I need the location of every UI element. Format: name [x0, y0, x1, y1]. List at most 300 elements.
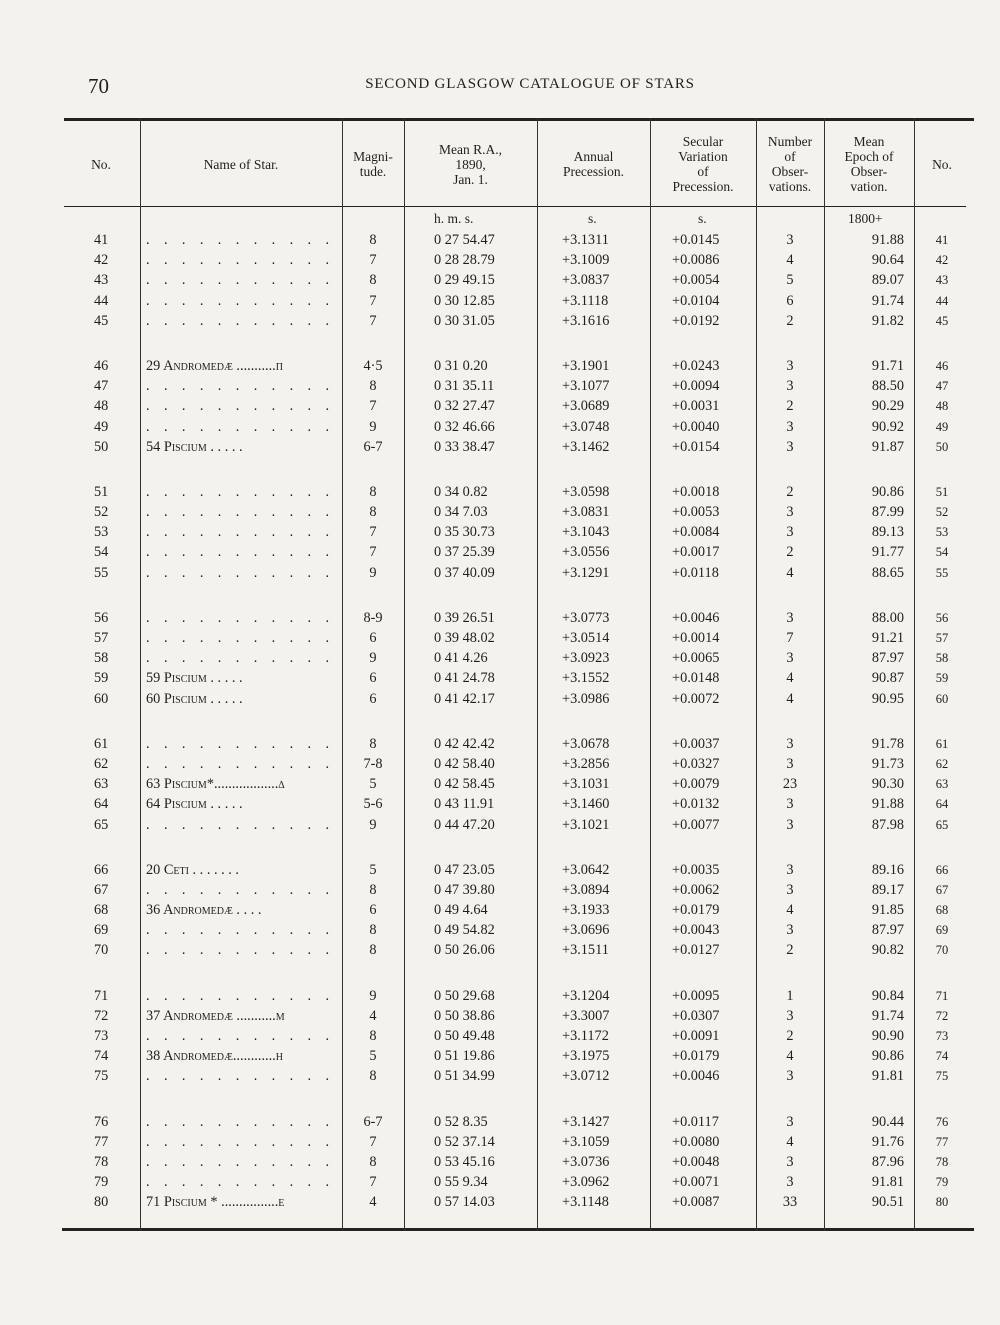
annual-precession: +3.2856 [562, 755, 610, 772]
secular-variation: +0.0179 [672, 1048, 720, 1065]
annual-precession: +3.0696 [562, 922, 610, 939]
star-name: . . . . . . . . . . . [146, 1174, 335, 1191]
star-name: . . . . . . . . . . . [146, 312, 335, 329]
magnitude: 7 [369, 398, 377, 415]
star-number: 46 [94, 357, 109, 374]
mean-epoch: 90.44 [871, 1113, 904, 1130]
header-magnitude: Magni- tude. [353, 149, 393, 179]
secular-variation: +0.0046 [672, 1068, 720, 1085]
star-number: 66 [94, 861, 109, 878]
mean-ra: 0 30 12.85 [434, 292, 495, 309]
number-observations: 4 [786, 1048, 794, 1065]
number-observations: 3 [786, 735, 794, 752]
number-observations: 3 [786, 881, 794, 898]
secular-variation: +0.0065 [672, 650, 720, 667]
number-observations: 4 [786, 690, 794, 707]
secular-variation: +0.0095 [672, 987, 720, 1004]
star-number: 80 [94, 1194, 109, 1211]
magnitude: 8 [369, 1028, 377, 1044]
mean-ra: 0 34 7.03 [434, 504, 488, 521]
annual-precession: +3.0962 [562, 1174, 610, 1191]
magnitude: 7 [369, 1174, 377, 1191]
table-row [62, 1026, 974, 1046]
magnitude: 6 [369, 902, 377, 919]
page-number: 70 [88, 74, 109, 98]
magnitude: 9 [369, 987, 377, 1004]
secular-variation: +0.0018 [672, 483, 720, 500]
magnitude: 9 [369, 564, 377, 581]
table-row [62, 230, 974, 250]
secular-variation: +0.0117 [672, 1113, 719, 1130]
star-catalogue-table [62, 118, 974, 1231]
annual-precession: +3.1148 [562, 1194, 609, 1211]
star-number: 63 [94, 776, 109, 793]
table-row [62, 417, 974, 437]
unit-secular: s. [698, 211, 707, 226]
header-mean-ra: Mean R.A., 1890, Jan. 1. [439, 141, 502, 187]
secular-variation: +0.0043 [672, 922, 720, 939]
number-observations: 3 [786, 650, 794, 667]
mean-epoch: 89.16 [871, 861, 904, 878]
number-observations: 3 [786, 1153, 794, 1170]
star-number: 76 [94, 1113, 109, 1130]
annual-precession: +3.1616 [562, 312, 610, 329]
star-number: 48 [94, 398, 109, 415]
annual-precession: +3.0923 [562, 650, 610, 667]
header-number-observations: Number of Obser- vations. [767, 134, 813, 194]
magnitude: 4 [369, 1194, 377, 1211]
star-name: 59 Piscium . . . . . [146, 670, 243, 687]
star-number-right: 67 [935, 882, 949, 897]
star-name: 36 Andromedæ . . . . [146, 902, 262, 919]
number-observations: 3 [786, 755, 794, 772]
mean-epoch: 88.65 [871, 564, 904, 581]
secular-variation: +0.0148 [672, 670, 720, 687]
number-observations: 3 [786, 378, 794, 395]
table-row [62, 1112, 974, 1132]
star-name: . . . . . . . . . . . [146, 816, 335, 833]
mean-ra: 0 52 8.35 [434, 1113, 488, 1130]
number-observations: 3 [786, 1007, 794, 1024]
star-number-right: 79 [935, 1175, 949, 1190]
star-name: 60 Piscium . . . . . [146, 690, 243, 707]
magnitude: 8-9 [363, 609, 383, 626]
number-observations: 3 [786, 609, 794, 626]
magnitude: 7 [369, 1133, 377, 1150]
mean-ra: 0 42 58.45 [434, 776, 495, 793]
mean-ra: 0 37 40.09 [434, 564, 495, 581]
mean-epoch: 91.71 [871, 357, 904, 374]
star-number-right: 68 [935, 903, 949, 918]
star-name: . . . . . . . . . . . [146, 922, 335, 939]
star-number-right: 47 [935, 379, 949, 394]
table-row [62, 986, 974, 1006]
annual-precession: +3.1511 [562, 942, 609, 959]
table-row [62, 502, 974, 522]
table-top-rule [64, 118, 974, 121]
mean-ra: 0 42 42.42 [434, 735, 495, 752]
mean-epoch: 90.86 [871, 1048, 904, 1065]
star-number: 64 [94, 796, 109, 813]
number-observations: 3 [786, 1174, 794, 1191]
magnitude: 9 [369, 418, 377, 435]
table-row [62, 794, 974, 814]
table-row [62, 396, 974, 416]
annual-precession: +3.0678 [562, 735, 610, 752]
mean-epoch: 90.86 [871, 483, 904, 500]
annual-precession: +3.1009 [562, 252, 610, 269]
star-name: 64 Piscium . . . . . [146, 796, 243, 813]
star-number-right: 46 [935, 358, 949, 373]
star-number: 65 [94, 816, 109, 833]
number-observations: 2 [786, 544, 794, 561]
number-observations: 3 [786, 1068, 794, 1085]
table-row [62, 815, 974, 835]
annual-precession: +3.0642 [562, 861, 610, 878]
mean-epoch: 90.87 [871, 670, 904, 687]
star-name: 38 Andromedæ............η [146, 1048, 283, 1065]
mean-epoch: 89.17 [871, 881, 904, 898]
star-number: 75 [94, 1068, 109, 1085]
star-number-right: 53 [935, 525, 949, 540]
star-name: 37 Andromedæ ...........μ [146, 1007, 285, 1024]
mean-ra: 0 53 45.16 [434, 1153, 495, 1170]
star-name: . . . . . . . . . . . [146, 1068, 335, 1085]
mean-epoch: 91.82 [871, 312, 904, 329]
table-row [62, 1152, 974, 1172]
star-number: 71 [94, 987, 109, 1004]
magnitude: 6-7 [363, 438, 383, 455]
magnitude: 8 [369, 232, 377, 248]
star-name: . . . . . . . . . . . [146, 483, 335, 500]
annual-precession: +3.0689 [562, 398, 610, 415]
magnitude: 7 [369, 292, 377, 309]
star-number-right: 65 [935, 817, 949, 832]
annual-precession: +3.1311 [562, 232, 609, 248]
star-name: . . . . . . . . . . . [146, 564, 335, 581]
star-number-right: 59 [935, 671, 949, 686]
secular-variation: +0.0048 [672, 1153, 720, 1170]
annual-precession: +3.1118 [562, 292, 609, 309]
magnitude: 7 [369, 544, 377, 561]
annual-precession: +3.0831 [562, 504, 610, 521]
mean-epoch: 91.21 [871, 630, 904, 646]
star-name: . . . . . . . . . . . [146, 544, 335, 561]
mean-ra: 0 47 39.80 [434, 881, 495, 898]
star-number-right: 50 [935, 439, 949, 454]
star-number: 58 [94, 650, 109, 667]
secular-variation: +0.0307 [672, 1007, 720, 1024]
mean-epoch: 91.77 [871, 544, 904, 561]
mean-epoch: 87.96 [871, 1153, 904, 1170]
star-name: . . . . . . . . . . . [146, 1133, 335, 1150]
star-name: . . . . . . . . . . . [146, 630, 335, 646]
annual-precession: +3.0748 [562, 418, 610, 435]
table-row [62, 356, 974, 376]
secular-variation: +0.0327 [672, 755, 720, 772]
secular-variation: +0.0037 [672, 735, 720, 752]
magnitude: 9 [369, 816, 377, 833]
annual-precession: +3.1975 [562, 1048, 610, 1065]
star-name: . . . . . . . . . . . [146, 735, 335, 752]
mean-ra: 0 31 35.11 [434, 378, 495, 395]
star-number-right: 64 [935, 797, 949, 812]
annual-precession: +3.1172 [562, 1028, 609, 1044]
table-row [62, 734, 974, 754]
star-name: 71 Piscium * ................ε [146, 1194, 285, 1211]
annual-precession: +3.1460 [562, 796, 610, 813]
star-number-right: 43 [935, 273, 949, 288]
star-number: 56 [94, 609, 109, 626]
table-row [62, 1046, 974, 1066]
star-number: 50 [94, 438, 109, 455]
number-observations: 3 [786, 438, 794, 455]
magnitude: 8 [369, 272, 377, 289]
magnitude: 5 [369, 776, 377, 793]
star-number: 52 [94, 504, 109, 521]
table-row [62, 270, 974, 290]
number-observations: 2 [786, 942, 794, 959]
secular-variation: +0.0080 [672, 1133, 720, 1150]
star-name: . . . . . . . . . . . [146, 609, 335, 626]
mean-ra: 0 35 30.73 [434, 524, 495, 541]
secular-variation: +0.0104 [672, 292, 720, 309]
star-number-right: 56 [935, 610, 949, 625]
star-number-right: 49 [935, 419, 949, 434]
star-name: . . . . . . . . . . . [146, 398, 335, 415]
mean-ra: 0 42 58.40 [434, 755, 495, 772]
mean-ra: 0 43 11.91 [434, 796, 495, 813]
magnitude: 6 [369, 690, 377, 707]
mean-epoch: 90.51 [871, 1194, 904, 1211]
star-number: 43 [94, 272, 109, 289]
mean-epoch: 91.78 [871, 735, 904, 752]
magnitude: 8 [369, 504, 377, 521]
number-observations: 7 [786, 630, 794, 646]
mean-ra: 0 34 0.82 [434, 483, 488, 500]
star-number: 72 [94, 1007, 109, 1024]
secular-variation: +0.0087 [672, 1194, 720, 1211]
mean-epoch: 90.95 [871, 690, 904, 707]
number-observations: 3 [786, 524, 794, 541]
star-number-right: 78 [935, 1154, 949, 1169]
annual-precession: +3.1077 [562, 378, 610, 395]
mean-ra: 0 41 4.26 [434, 650, 488, 667]
table-row [62, 311, 974, 331]
annual-precession: +3.0712 [562, 1068, 610, 1085]
star-number: 47 [94, 378, 109, 395]
header-name: Name of Star. [203, 156, 279, 172]
mean-ra: 0 31 0.20 [434, 357, 488, 374]
header-mean-epoch: Mean Epoch of Obser- vation. [844, 134, 894, 194]
magnitude: 9 [369, 650, 377, 667]
star-number-right: 54 [935, 545, 949, 560]
annual-precession: +3.0736 [562, 1153, 610, 1170]
magnitude: 5-6 [363, 796, 383, 813]
header-no: No. [91, 156, 111, 172]
star-number-right: 73 [935, 1029, 949, 1043]
star-number-right: 51 [935, 484, 949, 499]
table-row [62, 940, 974, 960]
number-observations: 4 [786, 670, 794, 687]
magnitude: 7 [369, 524, 377, 541]
number-observations: 3 [786, 232, 794, 248]
star-number: 53 [94, 524, 109, 541]
table-row [62, 1172, 974, 1192]
star-number: 54 [94, 544, 109, 561]
secular-variation: +0.0062 [672, 881, 720, 898]
magnitude: 4·5 [363, 357, 383, 374]
star-name: . . . . . . . . . . . [146, 942, 335, 959]
star-number-right: 63 [935, 777, 949, 792]
annual-precession: +3.1933 [562, 902, 610, 919]
unit-ra: h. m. s. [434, 211, 474, 226]
star-name: . . . . . . . . . . . [146, 252, 335, 269]
magnitude: 8 [369, 483, 377, 500]
mean-epoch: 89.07 [871, 272, 904, 289]
table-row [62, 608, 974, 628]
mean-ra: 0 37 25.39 [434, 544, 495, 561]
number-observations: 23 [782, 776, 798, 793]
mean-ra: 0 41 24.78 [434, 670, 495, 687]
star-number-right: 69 [935, 923, 949, 938]
magnitude: 5 [369, 1048, 377, 1065]
star-number: 68 [94, 902, 109, 919]
magnitude: 5 [369, 861, 377, 878]
secular-variation: +0.0084 [672, 524, 720, 541]
star-name: . . . . . . . . . . . [146, 272, 335, 289]
mean-epoch: 91.74 [871, 1007, 904, 1024]
secular-variation: +0.0046 [672, 609, 720, 626]
star-name: . . . . . . . . . . . [146, 650, 335, 667]
secular-variation: +0.0072 [672, 690, 720, 707]
number-observations: 3 [786, 504, 794, 521]
header-secular-variation: Secular Variation of Precession. [672, 134, 734, 194]
annual-precession: +3.0773 [562, 609, 610, 626]
mean-epoch: 88.00 [871, 609, 904, 626]
annual-precession: +3.1043 [562, 524, 610, 541]
star-name: . . . . . . . . . . . [146, 881, 335, 898]
table-row [62, 1066, 974, 1086]
mean-epoch: 91.74 [871, 292, 904, 309]
magnitude: 7 [369, 252, 377, 269]
secular-variation: +0.0132 [672, 796, 720, 813]
units-row [62, 208, 974, 230]
number-observations: 3 [786, 1113, 794, 1130]
table-row [62, 437, 974, 457]
mean-epoch: 91.81 [871, 1068, 904, 1085]
star-number-right: 45 [935, 313, 949, 328]
secular-variation: +0.0118 [672, 564, 719, 581]
table-body [62, 230, 974, 1213]
mean-epoch: 91.88 [871, 796, 904, 813]
secular-variation: +0.0053 [672, 504, 720, 521]
mean-epoch: 90.30 [871, 776, 904, 793]
star-number-right: 80 [935, 1195, 949, 1210]
star-number: 42 [94, 252, 109, 269]
number-observations: 3 [786, 418, 794, 435]
number-observations: 3 [786, 922, 794, 939]
mean-epoch: 87.99 [871, 504, 904, 521]
star-number-right: 66 [935, 862, 949, 877]
number-observations: 2 [786, 312, 794, 329]
star-number: 78 [94, 1153, 109, 1170]
star-number: 49 [94, 418, 109, 435]
number-observations: 6 [786, 292, 794, 309]
mean-epoch: 91.76 [871, 1133, 904, 1150]
number-observations: 2 [786, 1028, 794, 1044]
number-observations: 33 [782, 1194, 798, 1211]
magnitude: 7 [369, 312, 377, 329]
star-number-right: 62 [935, 756, 949, 771]
star-name: 20 Ceti . . . . . . . [146, 861, 239, 878]
table-row [62, 880, 974, 900]
star-number-right: 71 [935, 988, 949, 1003]
running-head: SECOND GLASGOW CATALOGUE OF STARS [365, 76, 695, 92]
header-no-right: No. [932, 156, 952, 172]
mean-ra: 0 44 47.20 [434, 816, 495, 833]
star-name: . . . . . . . . . . . [146, 1028, 335, 1044]
secular-variation: +0.0086 [672, 252, 720, 269]
star-name: . . . . . . . . . . . [146, 504, 335, 521]
table-bottom-rule [62, 1228, 974, 1231]
magnitude: 8 [369, 881, 377, 898]
mean-epoch: 91.87 [871, 438, 904, 455]
star-number: 44 [94, 292, 109, 309]
secular-variation: +0.0017 [672, 544, 720, 561]
star-name: . . . . . . . . . . . [146, 524, 335, 541]
mean-epoch: 87.97 [871, 650, 904, 667]
table-row [62, 774, 974, 794]
magnitude: 8 [369, 922, 377, 939]
mean-epoch: 90.84 [871, 987, 904, 1004]
annual-precession: +3.0894 [562, 881, 610, 898]
annual-precession: +3.1462 [562, 438, 610, 455]
mean-ra: 0 51 19.86 [434, 1048, 495, 1065]
table-row [62, 1192, 974, 1212]
table-row [62, 376, 974, 396]
annual-precession: +3.1427 [562, 1113, 610, 1130]
table-row [62, 689, 974, 709]
table-row [62, 522, 974, 542]
secular-variation: +0.0031 [672, 398, 720, 415]
star-number-right: 52 [935, 505, 949, 520]
star-name: . . . . . . . . . . . [146, 987, 335, 1004]
secular-variation: +0.0179 [672, 902, 720, 919]
table-row [62, 628, 974, 648]
star-number-right: 57 [935, 631, 949, 645]
star-number-right: 58 [935, 651, 949, 666]
star-number-right: 48 [935, 399, 949, 414]
mean-ra: 0 41 42.17 [434, 690, 495, 707]
mean-ra: 0 47 23.05 [434, 861, 495, 878]
mean-epoch: 91.73 [871, 755, 904, 772]
secular-variation: +0.0077 [672, 816, 720, 833]
number-observations: 4 [786, 252, 794, 269]
annual-precession: +3.1552 [562, 670, 610, 687]
star-name: . . . . . . . . . . . [146, 755, 335, 772]
magnitude: 7-8 [363, 755, 383, 772]
star-number-right: 41 [935, 233, 949, 247]
star-name: . . . . . . . . . . . [146, 232, 335, 248]
star-number: 79 [94, 1174, 109, 1191]
star-number: 69 [94, 922, 109, 939]
star-number-right: 42 [935, 253, 949, 268]
magnitude: 8 [369, 735, 377, 752]
table-row [62, 1006, 974, 1026]
number-observations: 4 [786, 902, 794, 919]
secular-variation: +0.0091 [672, 1028, 720, 1044]
